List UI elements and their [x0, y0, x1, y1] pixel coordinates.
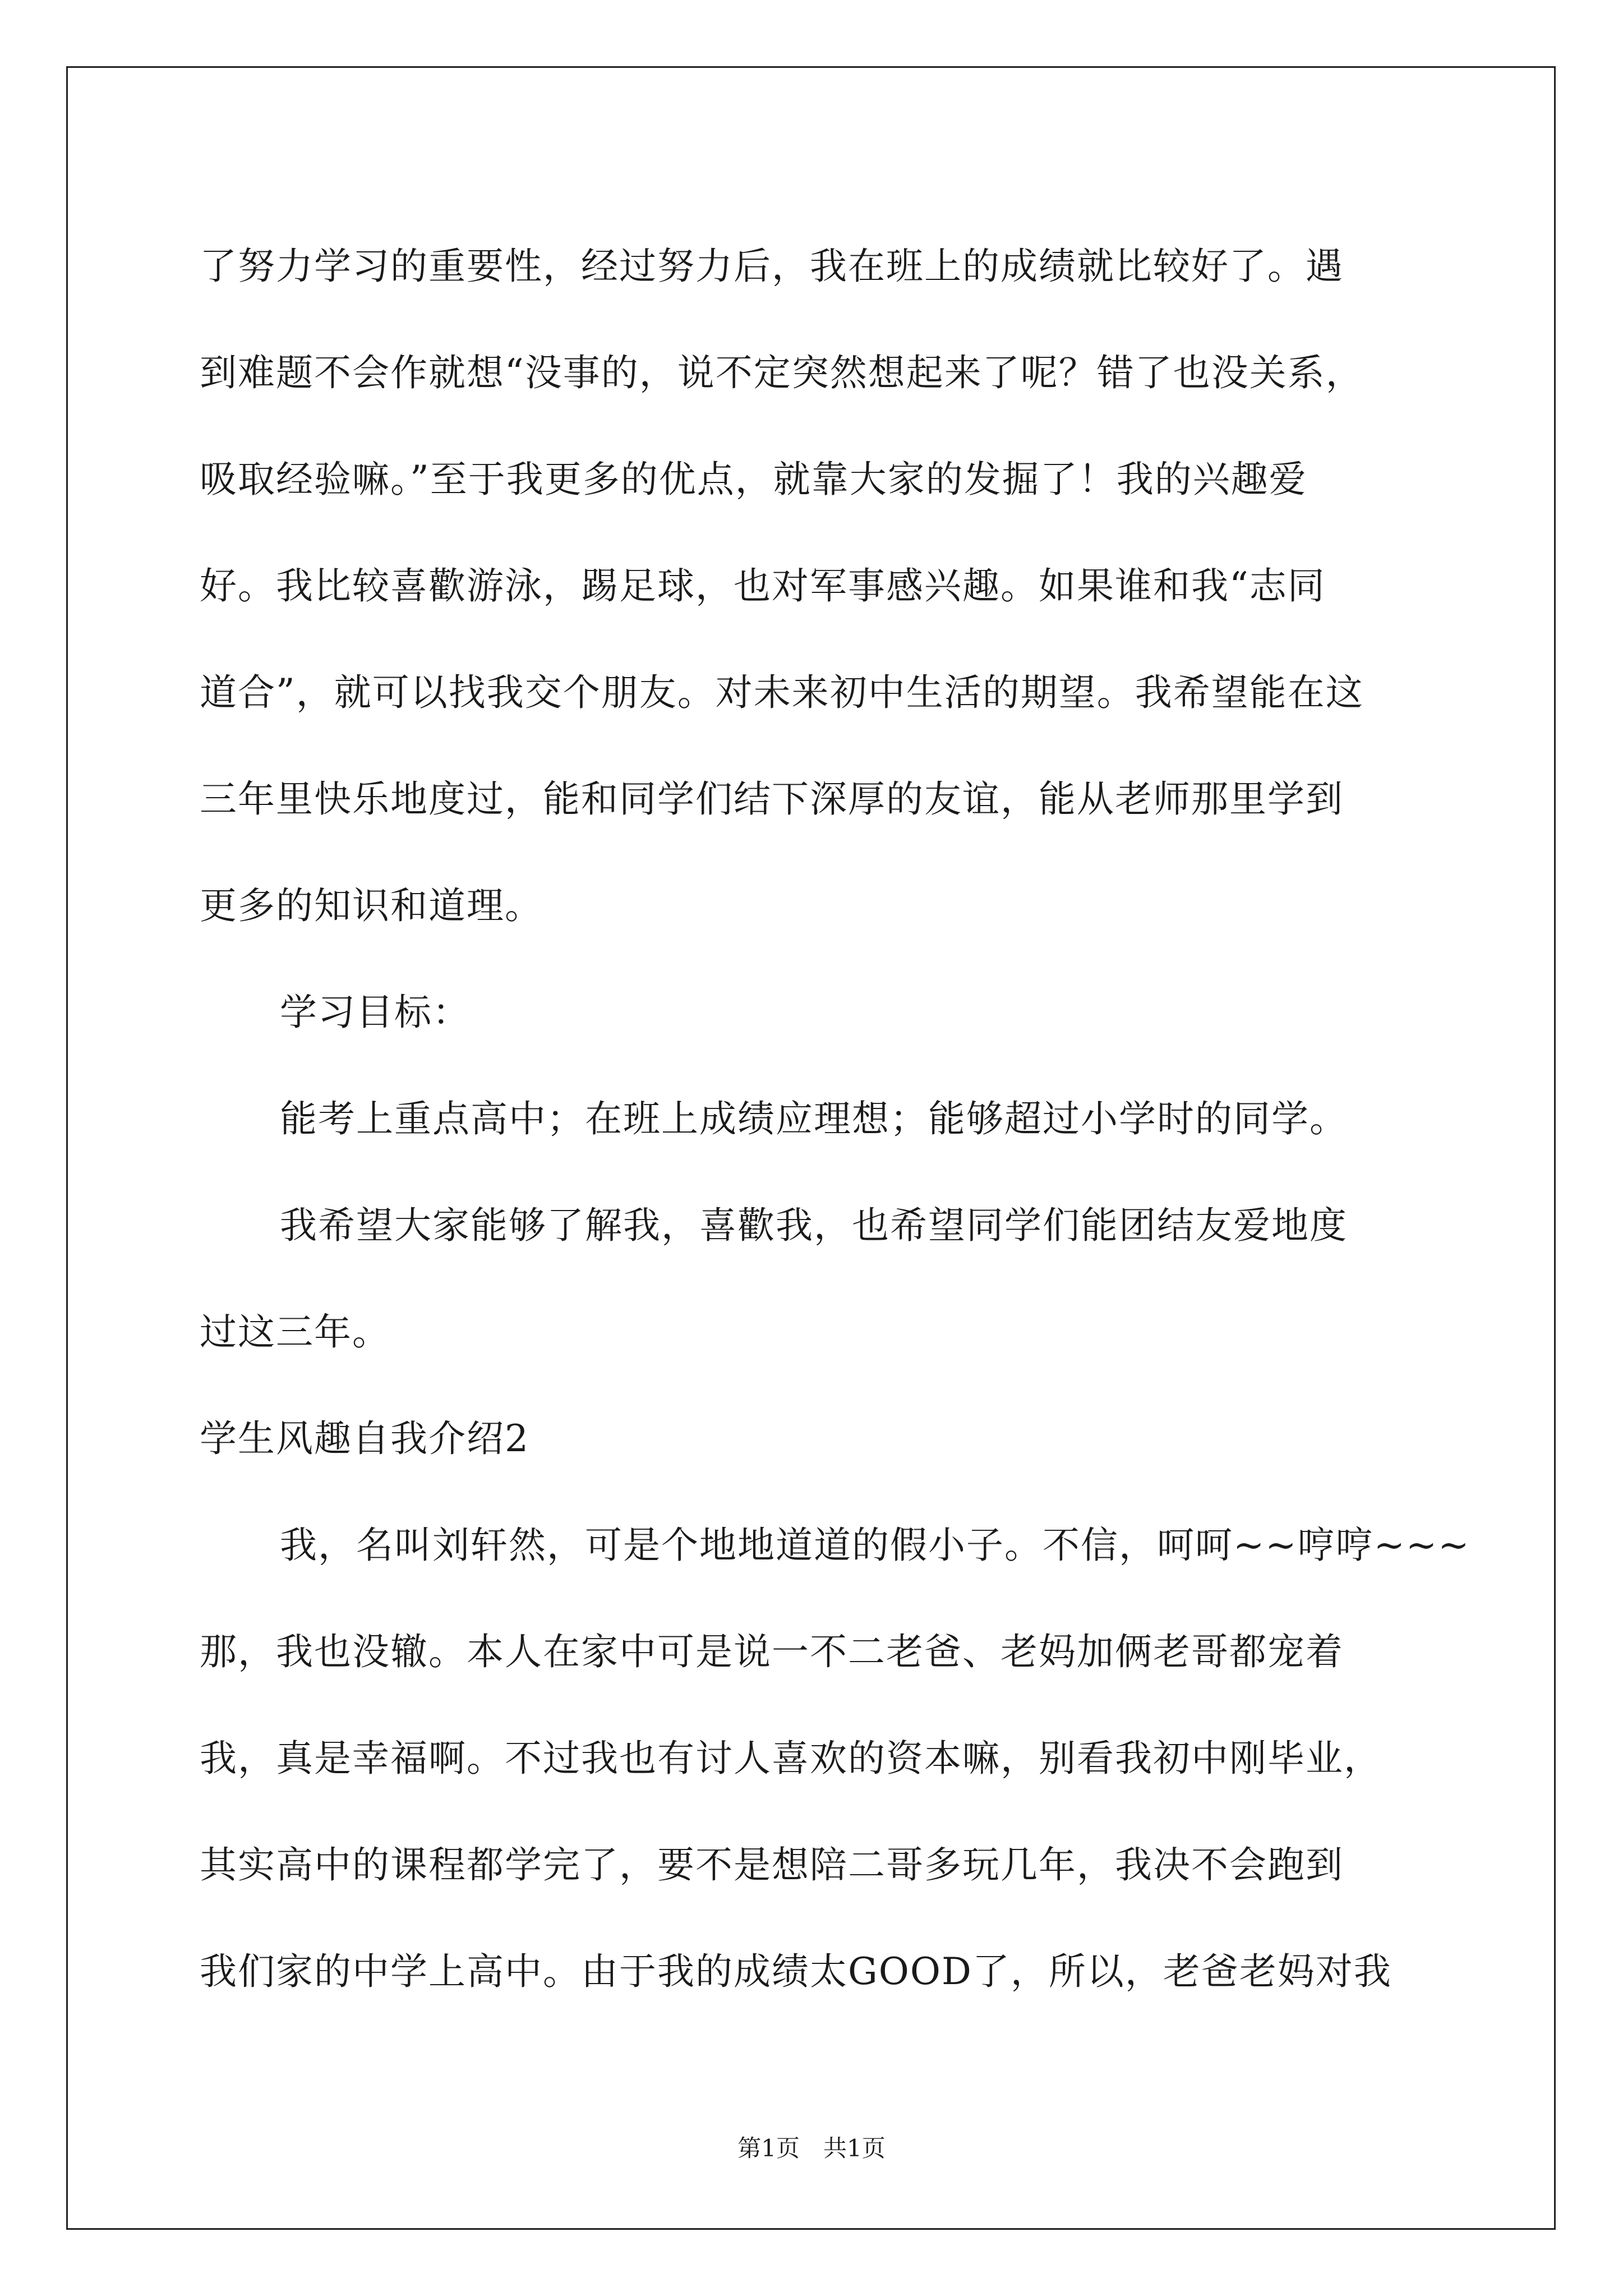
text-line: 那，我也没辙。本人在家中可是说一不二老爸、老妈加俩老哥都宠着 [200, 1630, 1344, 1673]
text-line: 我，真是幸福啊。不过我也有讨人喜欢的资本嘛，别看我初中刚毕业， [200, 1737, 1382, 1780]
text-line: 到难题不会作就想“没事的，说不定突然想起来了呢？错了也没关系， [200, 351, 1364, 394]
text-line: 我，名叫刘轩然，可是个地地道道的假小子。不信，呵呵~~哼哼~~~ [280, 1524, 1470, 1567]
document-body [200, 213, 1470, 2025]
text-line: 吸取经验嘛。”至于我更多的优点，就靠大家的发掘了！我的兴趣爱 [200, 458, 1307, 501]
text-line: 过这三年。 [200, 1310, 390, 1354]
text-line: 了努力学习的重要性，经过努力后，我在班上的成绩就比较好了。遇 [200, 245, 1344, 288]
section-heading: 学生风趣自我介绍2 [200, 1417, 529, 1460]
text-line: 其实高中的课程都学完了，要不是想陪二哥多玩几年，我决不会跑到 [200, 1843, 1344, 1887]
section-label: 学习目标： [280, 991, 471, 1034]
page-number-footer: 第1页 共1页 [737, 2134, 886, 2162]
text-line: 更多的知识和道理。 [200, 884, 543, 927]
text-line: 三年里快乐地度过，能和同学们结下深厚的友谊，能从老师那里学到 [200, 777, 1344, 821]
text-line: 道合”，就可以找我交个朋友。对未来初中生活的期望。我希望能在这 [200, 671, 1364, 714]
text-line: 我们家的中学上高中。由于我的成绩太GOOD了，所以，老爸老妈对我 [200, 1950, 1392, 1993]
text-line: 我希望大家能够了解我，喜歡我，也希望同学们能团结友爱地度 [280, 1204, 1348, 1247]
text-line: 好。我比较喜歡游泳，踢足球，也对军事感兴趣。如果谁和我“志同 [200, 564, 1326, 608]
text-line: 能考上重点高中；在班上成绩应理想；能够超过小学时的同学。 [280, 1097, 1348, 1140]
